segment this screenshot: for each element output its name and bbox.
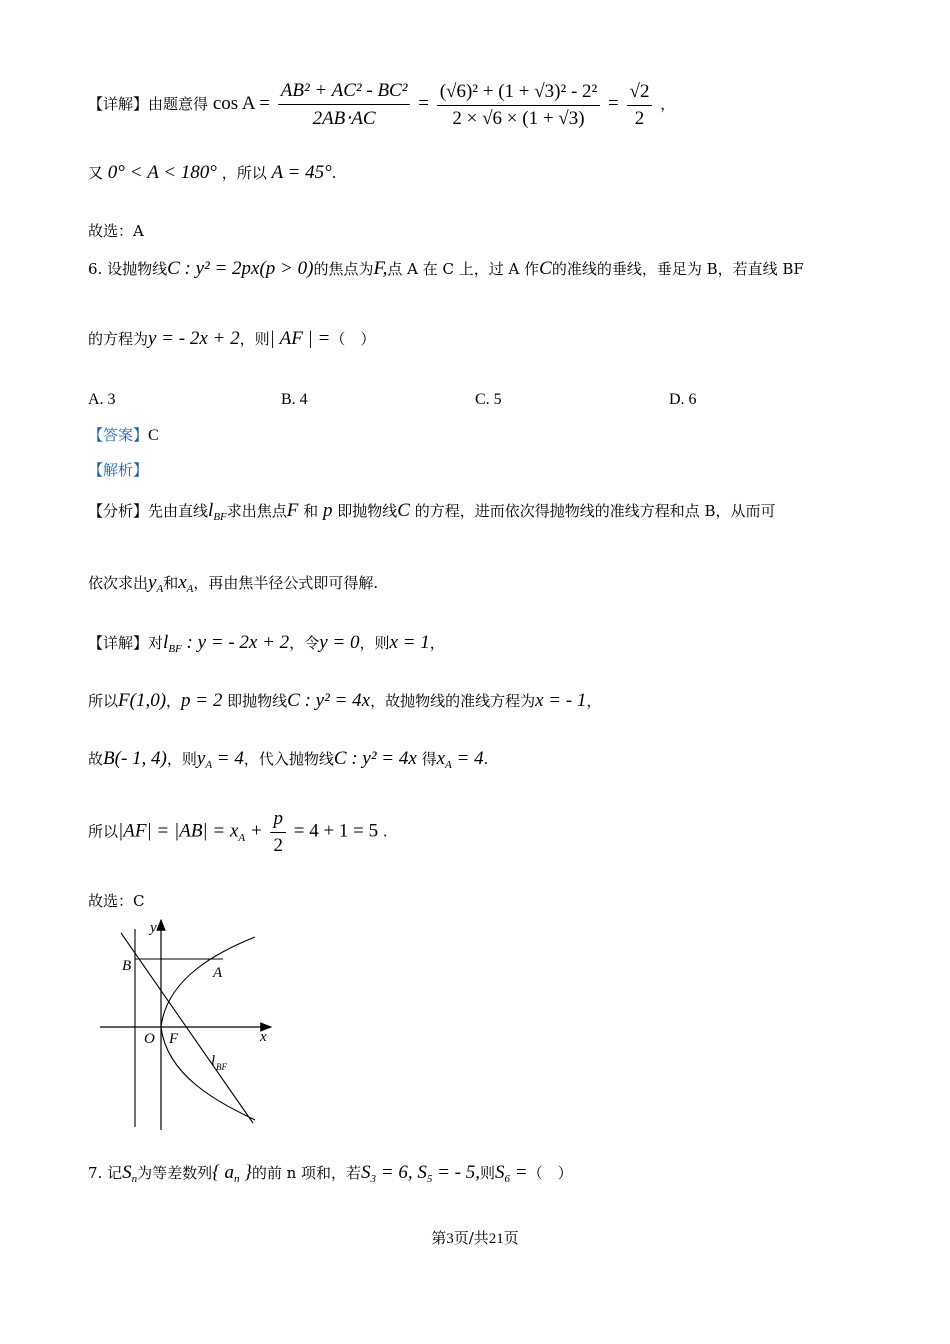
line-b-text-3: ，代入抛物线 xyxy=(243,750,334,768)
q6-blank: （ ） xyxy=(330,330,376,348)
line-b-text-2: ，则 xyxy=(166,750,197,768)
line-af-fraction xyxy=(270,808,286,857)
answer-tag: 【答案】 xyxy=(88,426,149,444)
detail6-lbf-sub: BF xyxy=(168,643,182,655)
question-7-line xyxy=(88,1162,573,1184)
angle-range: 0° < A < 180° xyxy=(107,162,217,183)
q6-text-2: 点 A 在 C 上，过 A 作 xyxy=(387,260,540,278)
line-f-focus: F(1,0) xyxy=(118,690,167,711)
q7-s6-eq: = xyxy=(510,1162,528,1183)
cos-denominator: 2AB⋅AC xyxy=(312,108,376,129)
question-6-line-2 xyxy=(88,328,375,350)
line-f-directrix: x = - 1 xyxy=(535,690,587,711)
detail6-lbf: l xyxy=(163,632,169,653)
option-d: D. 6 xyxy=(669,391,697,408)
line-bf xyxy=(121,933,253,1123)
detail6-y0: y = 0 xyxy=(319,632,360,653)
q6-text-3: 的准线的垂线，垂足为 B，若直线 BF xyxy=(551,260,804,278)
q7-s6-sub: 6 xyxy=(504,1173,511,1185)
line-bf-label: l xyxy=(211,1053,216,1069)
fenxi-text-6: 依次求出 xyxy=(88,574,149,592)
detail-tag: 【详解】 xyxy=(88,95,149,113)
answer-line xyxy=(88,424,159,445)
q6-af: | AF | = xyxy=(269,328,331,349)
footer-pre: 第 xyxy=(431,1229,447,1247)
footer-mid: 页/共 xyxy=(453,1229,489,1247)
y-axis-label: y xyxy=(150,920,157,936)
line-f-text-5: ， xyxy=(586,692,602,710)
q7-text-1: 7. 记 xyxy=(88,1164,123,1182)
q7-cond-mid: = 6, S xyxy=(376,1162,427,1183)
cos-numerator: AB² + AC² - BC² xyxy=(278,80,411,105)
line-af-text-2: . xyxy=(382,822,388,841)
detail-tail: ， xyxy=(660,95,676,113)
q6-focus: F, xyxy=(373,258,388,279)
line-b-text-5: . xyxy=(483,750,489,768)
x-axis-label: x xyxy=(260,1029,267,1045)
line-f-text-1: 所以 xyxy=(88,692,119,710)
line-af-text-1: 所以 xyxy=(88,822,119,841)
q7-s5-sub: 5 xyxy=(426,1173,433,1185)
footer-post: 页 xyxy=(503,1229,519,1247)
q6-c: C xyxy=(539,258,552,279)
fenxi-text-5: 的方程，进而依次得抛物线的准线方程和点 B，从而可 xyxy=(414,502,776,520)
fenxi-lbf-sub: BF xyxy=(213,511,227,523)
fenxi-c: C xyxy=(397,500,410,521)
line-b-point: B(- 1, 4) xyxy=(103,748,167,769)
fenxi-ya: y xyxy=(148,572,157,593)
angle-range-line xyxy=(88,162,336,184)
result-fraction xyxy=(627,81,653,130)
q7-text-3: 的前 n 项和，若 xyxy=(251,1164,362,1182)
parabola-figure xyxy=(95,915,285,1135)
origin-label: O xyxy=(144,1031,155,1047)
fenxi-f: F xyxy=(286,500,299,521)
option-c: C. 5 xyxy=(475,391,502,408)
q6-text-5: ，则 xyxy=(239,330,270,348)
detail6-line-4 xyxy=(88,808,388,857)
fenxi-p: p xyxy=(322,500,333,521)
angle-mid: ，所以 xyxy=(221,164,267,182)
line-f-curve: C : y² = 4x xyxy=(287,690,371,711)
line-f-p: p = 2 xyxy=(181,690,223,711)
line-b-text-1: 故 xyxy=(88,750,104,768)
angle-result: A = 45° xyxy=(271,162,332,183)
line-b-curve: C : y² = 4x xyxy=(333,748,417,769)
detail6-tag: 【详解】 xyxy=(88,634,149,652)
angle-end: . xyxy=(331,164,337,182)
line-b-xa: x xyxy=(436,748,446,769)
cos-lhs: cos A = xyxy=(212,93,270,114)
answer-choice-6: 故选：C xyxy=(88,892,145,910)
detail6-line-3 xyxy=(88,748,488,770)
question-6-line-1 xyxy=(88,258,804,280)
parabola-curve xyxy=(161,937,255,1120)
line-b-text-4: 得 xyxy=(421,750,437,768)
value-fraction xyxy=(437,81,601,130)
q6-curve: C : y² = 2px(p > 0) xyxy=(167,258,314,279)
q7-cond: S xyxy=(361,1162,371,1183)
angle-prefix: 又 xyxy=(88,164,104,182)
fenxi-text-8: ，再由焦半径公式即可得解. xyxy=(193,574,379,592)
q7-s6: S xyxy=(495,1162,505,1183)
line-af-frac-num: p xyxy=(270,808,286,833)
q6-line-eq: y = - 2x + 2 xyxy=(148,328,240,349)
q7-sn: S xyxy=(122,1162,132,1183)
answer-value: C xyxy=(148,427,159,444)
value-numerator: (√6)² + (1 + √3)² - 2² xyxy=(437,81,601,106)
fenxi-tag: 【分析】 xyxy=(88,502,149,520)
q7-sn-sub: n xyxy=(131,1173,138,1185)
line-f-text-2: ， xyxy=(166,692,182,710)
q6-prefix: 6. 设抛物线 xyxy=(88,260,168,278)
detail6-line-1 xyxy=(88,632,445,654)
analysis-line-2 xyxy=(88,572,378,594)
point-f-label: F xyxy=(169,1031,179,1047)
q6-text-4: 的方程为 xyxy=(88,330,149,348)
analysis-tag: 【解析】 xyxy=(88,461,149,479)
point-a-label: A xyxy=(213,965,223,981)
q7-text-4: 则 xyxy=(480,1164,496,1182)
line-af-lhs: |AF| = |AB| = x xyxy=(118,820,239,842)
q6-text-1: 的焦点为 xyxy=(313,260,374,278)
line-f-text-4: ，故抛物线的准线方程为 xyxy=(370,692,536,710)
fenxi-lbf: l xyxy=(208,500,214,521)
fenxi-text-3: 和 xyxy=(303,502,319,520)
line-bf-label-sub: BF xyxy=(216,1062,227,1072)
footer-page-number: 3 xyxy=(446,1231,454,1247)
fenxi-text-7: 和 xyxy=(163,574,179,592)
line-b-xa-sub: A xyxy=(445,759,452,771)
fenxi-xa-sub: A xyxy=(186,583,194,595)
detail6-text-3: ，则 xyxy=(359,634,390,652)
fenxi-text-1: 先由直线 xyxy=(148,502,209,520)
page-footer xyxy=(0,1227,950,1248)
line-af-plus: + xyxy=(245,820,268,842)
detail6-text-4: ， xyxy=(429,634,445,652)
detail6-x1: x = 1 xyxy=(389,632,430,653)
result-numerator: √2 xyxy=(627,81,653,106)
answer-choice-5: 故选：A xyxy=(88,222,144,240)
q7-cond-end: = - 5, xyxy=(432,1162,481,1183)
cos-fraction xyxy=(278,80,411,130)
line-af-lhs-sub: A xyxy=(238,831,246,844)
analysis-line-1 xyxy=(88,500,776,522)
footer-total-pages: 21 xyxy=(488,1231,504,1247)
line-b-ya-val: = 4 xyxy=(212,748,244,769)
line-b-ya: y xyxy=(196,748,206,769)
fenxi-text-4: 即抛物线 xyxy=(337,502,398,520)
detail6-eq: : y = - 2x + 2 xyxy=(181,632,290,653)
detail-intro: 由题意得 xyxy=(148,95,209,113)
line-b-ya-sub: A xyxy=(205,759,213,771)
line-f-text-3: 即抛物线 xyxy=(227,692,288,710)
detail-cos-line: 【详解】由题意得 cos A = $\frac{\text{AB² + AC² - BC²}}{2AB\cdot AC}$ = $\frac{\text{(√6)² + (1 + √3)² - 2²}}{2 \times √6 \times (1 + √3)}$ = $\frac{√2}{2}$ ， xyxy=(88,80,676,129)
q7-an-sub: n xyxy=(233,1173,240,1185)
point-b-label: B xyxy=(122,958,132,974)
result-denominator: 2 xyxy=(634,107,645,129)
option-a: A. 3 xyxy=(88,391,116,408)
q7-text-2: 为等差数列 xyxy=(137,1164,213,1182)
q7-an-close: } xyxy=(239,1162,252,1183)
q7-s3-sub: 3 xyxy=(370,1173,377,1185)
value-denominator: 2 × √6 × (1 + √3) xyxy=(452,107,585,129)
q7-blank: （ ） xyxy=(527,1164,573,1182)
detail6-text-1: 对 xyxy=(148,634,164,652)
q7-an: { a xyxy=(212,1162,234,1183)
line-b-xa-val: = 4 xyxy=(451,748,484,769)
fenxi-text-2: 求出焦点 xyxy=(226,502,287,520)
fenxi-ya-sub: A xyxy=(156,583,164,595)
line-af-frac-den: 2 xyxy=(273,835,283,856)
fenxi-xa: x xyxy=(178,572,187,593)
option-b: B. 4 xyxy=(281,391,308,408)
detail6-text-2: ，令 xyxy=(289,634,320,652)
detail6-line-2 xyxy=(88,690,601,712)
line-af-rhs: = 4 + 1 = 5 xyxy=(288,820,379,842)
